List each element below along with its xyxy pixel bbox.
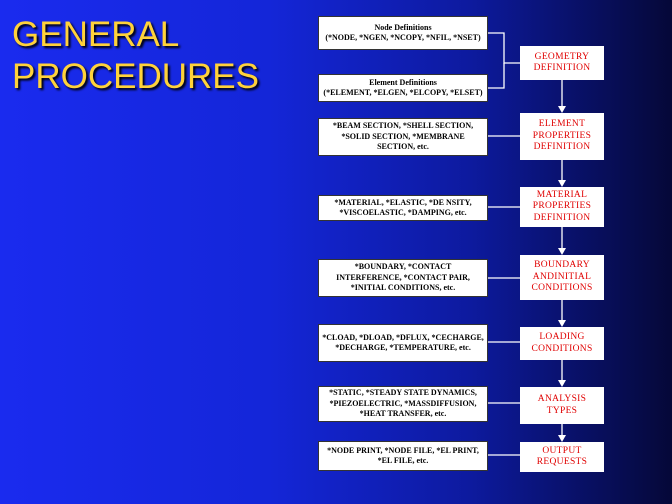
analysis-keywords-text: *STATIC, *STEADY STATE DYNAMICS, *PIEZOELECTRIC, *MASSDIFFUSION, *HEAT TRANSFER, etc. <box>329 388 477 419</box>
output-requests-box <box>520 442 604 472</box>
loading-keywords-box <box>318 324 488 362</box>
boundary-keywords-box <box>318 259 488 297</box>
connector-node-to-geometry <box>488 33 520 63</box>
arrowhead-4 <box>558 320 566 327</box>
analysis-keywords-box <box>318 386 488 422</box>
output-keywords-box <box>318 441 488 471</box>
element-definitions-box <box>318 74 488 102</box>
geometry-definition-label: GEOMETRY DEFINITION <box>533 51 591 73</box>
loading-keywords-text: *CLOAD, *DLOAD, *DFLUX, *CECHARGE, *DECHARGE, *TEMPERATURE, etc. <box>322 332 484 352</box>
element-properties-label: ELEMENT PROPERTIES DEFINITION <box>532 119 592 153</box>
arrowhead-3 <box>558 248 566 255</box>
boundary-conditions-label: BOUNDARY ANDINITIAL CONDITIONS <box>531 260 593 294</box>
material-keywords-box <box>318 195 488 221</box>
node-definitions-text: (*NODE, *NGEN, *NCOPY, *NFIL, *NSET) <box>325 33 481 42</box>
section-keywords-box <box>318 118 488 156</box>
output-requests-label: OUTPUT REQUESTS <box>536 445 588 467</box>
loading-conditions-box <box>520 327 604 360</box>
node-definitions-box <box>318 16 488 50</box>
arrowhead-2 <box>558 180 566 187</box>
material-keywords-text: *MATERIAL, *ELASTIC, *DE NSITY, *VISCOELASTIC, *DAMPING, etc. <box>334 197 472 217</box>
title-line-1: GENERAL <box>12 15 180 54</box>
geometry-definition-box <box>520 46 604 80</box>
material-properties-label: MATERIAL PROPERTIES DEFINITION <box>532 189 592 223</box>
output-keywords-text: *NODE PRINT, *NODE FILE, *EL PRINT, *EL FILE, etc. <box>327 445 479 465</box>
arrowhead-6 <box>558 435 566 442</box>
element-definitions-title: Element Definitions <box>369 77 437 87</box>
arrowhead-5 <box>558 380 566 387</box>
element-definitions-text: (*ELEMENT, *ELGEN, *ELCOPY, *ELSET) <box>323 88 483 97</box>
boundary-conditions-box <box>520 255 604 300</box>
connector-element-to-geometry <box>488 63 504 88</box>
boundary-keywords-text: *BOUNDARY, *CONTACT INTERFERENCE, *CONTACT PAIR, *INITIAL CONDITIONS, etc. <box>336 262 470 293</box>
node-definitions-title: Node Definitions <box>374 22 432 32</box>
analysis-types-label: ANALYSIS TYPES <box>537 394 587 416</box>
arrowhead-1 <box>558 106 566 113</box>
title-line-2: PROCEDURES <box>12 57 259 96</box>
material-properties-box <box>520 187 604 227</box>
element-properties-box <box>520 113 604 160</box>
section-keywords-text: *BEAM SECTION, *SHELL SECTION, *SOLID SECTION, *MEMBRANE SECTION, etc. <box>332 121 474 152</box>
analysis-types-box <box>520 387 604 424</box>
loading-conditions-label: LOADING CONDITIONS <box>531 332 593 354</box>
